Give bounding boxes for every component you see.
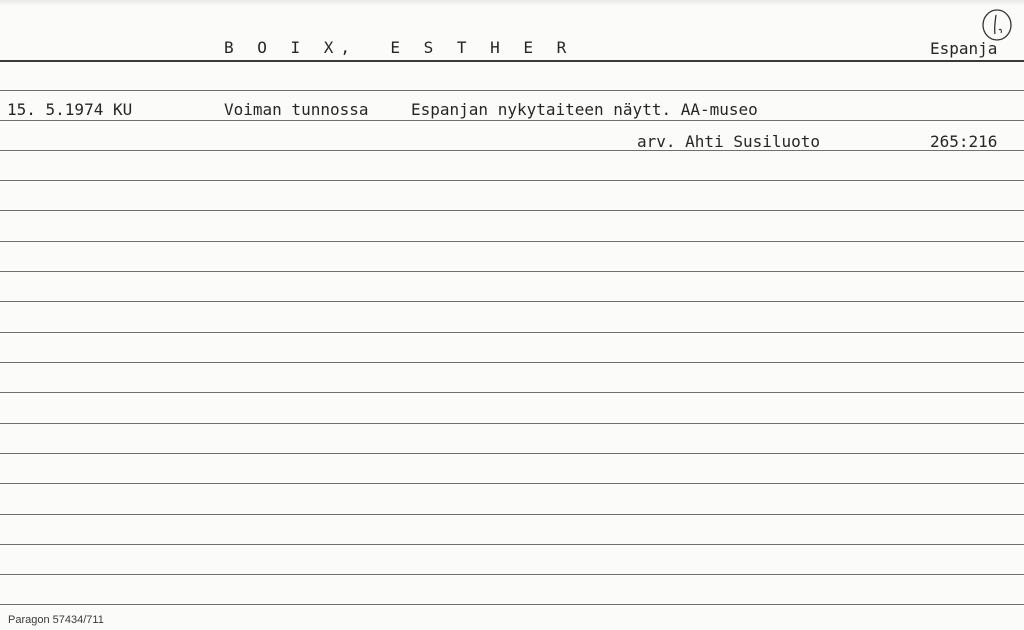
ruled-line	[0, 362, 1024, 363]
ruled-line	[0, 514, 1024, 515]
ruled-line	[0, 544, 1024, 545]
printer-imprint: Paragon 57434/711	[8, 614, 104, 626]
ruled-line	[0, 210, 1024, 211]
card-top-edge	[0, 0, 1024, 6]
entry-reference: 265:216	[930, 132, 998, 151]
ruled-line	[0, 301, 1024, 302]
ruled-line	[0, 241, 1024, 242]
entry-date: 15. 5.1974 KU	[7, 100, 133, 119]
ruled-line	[0, 483, 1024, 484]
ruled-line	[0, 392, 1024, 393]
ruled-line	[0, 332, 1024, 333]
header-rule	[0, 60, 1024, 62]
entry-title: Voiman tunnossa	[224, 100, 369, 119]
country-label: Espanja	[930, 39, 998, 58]
ruled-line	[0, 150, 1024, 151]
ruled-line	[0, 574, 1024, 575]
ruled-line	[0, 604, 1024, 605]
ruled-line	[0, 271, 1024, 272]
ruled-line	[0, 423, 1024, 424]
entry-source: Espanjan nykytaiteen näytt. AA-museo	[411, 100, 758, 119]
ruled-line	[0, 120, 1024, 121]
person-name: B O I X, E S T H E R	[224, 38, 574, 57]
ruled-line	[0, 90, 1024, 91]
handwritten-circle-mark	[980, 4, 1014, 42]
entry-reviewer: arv. Ahti Susiluoto	[637, 132, 821, 151]
ruled-line	[0, 453, 1024, 454]
ruled-line	[0, 180, 1024, 181]
